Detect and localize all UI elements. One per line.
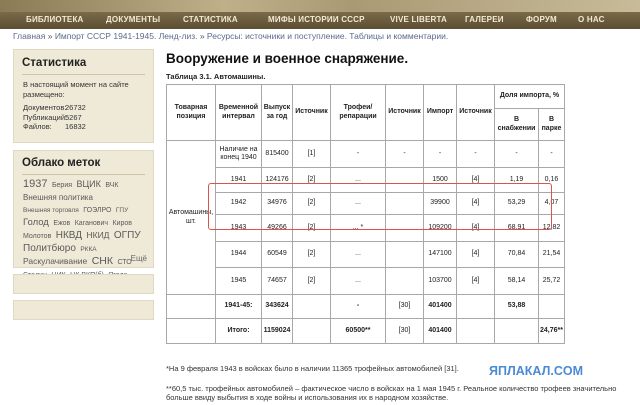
cell-output: 1159024 xyxy=(262,319,293,344)
stats-value: 5267 xyxy=(65,112,82,122)
tag-link[interactable]: СТО xyxy=(117,259,132,266)
cell-source xyxy=(386,242,424,268)
cell-trophies: 60500** xyxy=(331,319,386,344)
cell-share-supply xyxy=(495,319,539,344)
tag-link[interactable]: ОГПУ xyxy=(113,230,141,241)
header-interval: Временной интервал xyxy=(216,85,262,141)
cell-interval: 1941-45: xyxy=(216,295,262,319)
stats-box-title: Статистика xyxy=(22,57,87,69)
cell-source: [2] xyxy=(293,168,331,193)
category-cell: Автомашины, шт. xyxy=(167,141,216,295)
nav-item-forum[interactable]: ФОРУМ xyxy=(526,15,557,24)
cell-trophies: ... xyxy=(331,242,386,268)
cell-share-supply: 70,84 xyxy=(495,242,539,268)
breadcrumb-separator: » xyxy=(197,31,207,41)
stats-box xyxy=(13,49,154,143)
cell-share-park: 25,72 xyxy=(539,268,565,295)
cell-import: 147100 xyxy=(424,242,457,268)
tag-link[interactable]: РККА xyxy=(80,246,97,253)
header-position: Товарная позиция xyxy=(167,85,216,141)
empty-box xyxy=(13,274,154,294)
tag-link[interactable]: Ежов xyxy=(53,220,71,227)
tags-more-link[interactable]: Ещё xyxy=(130,254,147,263)
cell-share-park: 4,07 xyxy=(539,193,565,215)
nav-item-vive-liberta[interactable]: VIVE LIBERTA xyxy=(390,15,447,24)
tag-link[interactable]: ВЦИК xyxy=(76,179,101,189)
cell-source: [2] xyxy=(293,193,331,215)
stats-online-text: В настоящий момент на сайте размещено: xyxy=(23,80,129,99)
stats-label: Публикаций: xyxy=(23,112,68,122)
stats-label: Документов: xyxy=(23,103,67,112)
tag-link[interactable]: Каганович xyxy=(74,220,109,227)
cell-source xyxy=(293,295,331,319)
header-source: Источник xyxy=(293,85,331,141)
tag-link[interactable]: СНК xyxy=(91,255,113,267)
cell-source: [4] xyxy=(457,168,495,193)
footnote-2: **60,5 тыс. трофейных автомобилей – фактическое число в войсках на 1 мая 1945 г. Реальное количество трофеев значительно больше ввиду выбытия в ходе войны и использования их в народном хозяйстве. xyxy=(166,384,617,402)
cell-source xyxy=(293,319,331,344)
cell-source: [4] xyxy=(457,193,495,215)
tag-cloud-box xyxy=(13,150,154,268)
cell-import: - xyxy=(424,141,457,168)
tag-link[interactable]: 1937 xyxy=(23,178,48,190)
cell-source: [1] xyxy=(293,141,331,168)
cell-interval: Наличие на конец 1940 xyxy=(216,141,262,168)
cell-source: [2] xyxy=(293,242,331,268)
header-banner xyxy=(0,0,640,12)
table-row xyxy=(167,242,565,268)
cell-share-park: - xyxy=(539,141,565,168)
cell-output: 74657 xyxy=(262,268,293,295)
tag-link[interactable]: НКИД xyxy=(86,230,110,240)
tag-link[interactable]: Голод xyxy=(23,217,49,228)
cell-share-supply: 1,19 xyxy=(495,168,539,193)
breadcrumb-separator: » xyxy=(45,31,55,41)
breadcrumb xyxy=(13,31,448,41)
header-output: Выпуск за год xyxy=(262,85,293,141)
table-caption: Таблица 3.1. Автомашины. xyxy=(166,72,266,81)
cell-interval: 1942 xyxy=(216,193,262,215)
empty-box xyxy=(13,300,154,320)
table-row-total xyxy=(167,319,565,344)
tag-link[interactable]: Раскулачивание xyxy=(23,256,88,266)
nav-item-statistics[interactable]: СТАТИСТИКА xyxy=(183,15,238,24)
cell-source xyxy=(386,268,424,295)
cell-import: 39900 xyxy=(424,193,457,215)
cell-share-supply: - xyxy=(495,141,539,168)
stats-value: 26732 xyxy=(65,103,86,112)
cell-source: - xyxy=(386,141,424,168)
table-row-subtotal xyxy=(167,295,565,319)
cell-trophies: ... xyxy=(331,193,386,215)
cell-import: 401400 xyxy=(424,319,457,344)
cell-source xyxy=(457,319,495,344)
tag-link[interactable]: ВЧК xyxy=(105,182,119,189)
cell-source: [30] xyxy=(386,295,424,319)
footnote-1: *На 9 февраля 1943 в войсках было в наличии 11365 трофейных автомобилей [31]. xyxy=(166,364,459,373)
divider xyxy=(22,174,145,175)
cell-source xyxy=(457,295,495,319)
cell-share-park: 24,76** xyxy=(539,319,565,344)
cell-source: [30] xyxy=(386,319,424,344)
cell-interval: Итого: xyxy=(216,319,262,344)
cell-output: 815400 xyxy=(262,141,293,168)
header-share-supply: В снабжении xyxy=(495,109,539,141)
cell-share-supply: 68,91 xyxy=(495,215,539,242)
stats-row-files xyxy=(23,122,153,132)
tag-link[interactable]: Берия xyxy=(51,182,73,189)
tag-cloud-title: Облако меток xyxy=(22,157,101,169)
divider xyxy=(22,74,145,75)
page-title: Вооружение и военное снаряжение. xyxy=(166,51,409,66)
tag-link[interactable]: Внешняя торговля xyxy=(23,207,79,214)
nav-item-documents[interactable]: ДОКУМЕНТЫ xyxy=(106,15,161,24)
tag-link[interactable]: Киров xyxy=(112,220,132,227)
cell-import: 103700 xyxy=(424,268,457,295)
watermark: ЯПЛАКАЛ.COM xyxy=(486,364,586,378)
breadcrumb-link-section[interactable]: Импорт СССР 1941-1945. Ленд-лиз. xyxy=(54,31,198,41)
cell-interval: 1945 xyxy=(216,268,262,295)
cell-import: 401400 xyxy=(424,295,457,319)
tag-link[interactable]: Политбюро xyxy=(23,243,76,254)
nav-item-about[interactable]: О НАС xyxy=(578,15,605,24)
cell-share-park xyxy=(539,295,565,319)
highlight-frame xyxy=(208,183,552,230)
tag-link[interactable]: ГПУ xyxy=(115,207,129,214)
cell-trophies: ... xyxy=(331,268,386,295)
cell-import: 1500 xyxy=(424,168,457,193)
cell-share-supply: 58,14 xyxy=(495,268,539,295)
cell-trophies: - xyxy=(331,141,386,168)
header-source: Источник xyxy=(457,85,495,141)
nav-item-galleries[interactable]: ГАЛЕРЕИ xyxy=(465,15,504,24)
breadcrumb-link-home[interactable]: Главная xyxy=(13,31,46,41)
cell-share-park: 21,54 xyxy=(539,242,565,268)
cell-interval: 1943 xyxy=(216,215,262,242)
cell-trophies: ... * xyxy=(331,215,386,242)
cell-share-park: 0,16 xyxy=(539,168,565,193)
cell-source: [4] xyxy=(457,268,495,295)
stats-row-documents xyxy=(23,103,153,113)
main-nav xyxy=(0,12,640,29)
breadcrumb-current: Ресурсы: источники и поступление. Таблицы и комментарии. xyxy=(206,31,449,41)
tag-link[interactable]: НКВД xyxy=(55,230,83,241)
tag-cloud xyxy=(14,178,153,281)
cell-empty xyxy=(167,319,216,344)
table-row xyxy=(167,268,565,295)
cell-share-supply: 53,88 xyxy=(495,295,539,319)
cell-share-supply: 53,29 xyxy=(495,193,539,215)
nav-item-library[interactable]: БИБЛИОТЕКА xyxy=(26,15,84,24)
cell-interval: 1941 xyxy=(216,168,262,193)
stats-label: Файлов: xyxy=(23,122,52,131)
tag-link[interactable]: Молотов xyxy=(23,233,52,240)
cell-output: 34976 xyxy=(262,193,293,215)
header-import: Импорт xyxy=(424,85,457,141)
cell-output: 49266 xyxy=(262,215,293,242)
header-share-park: В парке xyxy=(539,109,565,141)
cell-empty xyxy=(167,295,216,319)
nav-item-myths[interactable]: МИФЫ ИСТОРИИ СССР xyxy=(268,15,365,24)
header-source: Источник xyxy=(386,85,424,141)
stats-value: 16832 xyxy=(65,122,86,131)
cell-source: [4] xyxy=(457,215,495,242)
stats-row-publications xyxy=(23,113,153,123)
cell-trophies: - xyxy=(331,295,386,319)
cell-source: [2] xyxy=(293,215,331,242)
cell-import: 109200 xyxy=(424,215,457,242)
cell-source: [4] xyxy=(457,242,495,268)
tag-link[interactable]: Внешняя политика xyxy=(23,193,93,202)
table-row xyxy=(167,141,565,168)
cell-output: 343624 xyxy=(262,295,293,319)
tag-link[interactable]: ГОЭЛРО xyxy=(83,207,112,214)
cell-share-park: 12,82 xyxy=(539,215,565,242)
cell-source: - xyxy=(457,141,495,168)
header-import-share: Доля импорта, % xyxy=(495,85,565,109)
cell-output: 60549 xyxy=(262,242,293,268)
cell-trophies: ... xyxy=(331,168,386,193)
header-trophies: Трофеи/ репарации xyxy=(331,85,386,141)
cell-output: 124176 xyxy=(262,168,293,193)
cell-interval: 1944 xyxy=(216,242,262,268)
cell-source: [2] xyxy=(293,268,331,295)
